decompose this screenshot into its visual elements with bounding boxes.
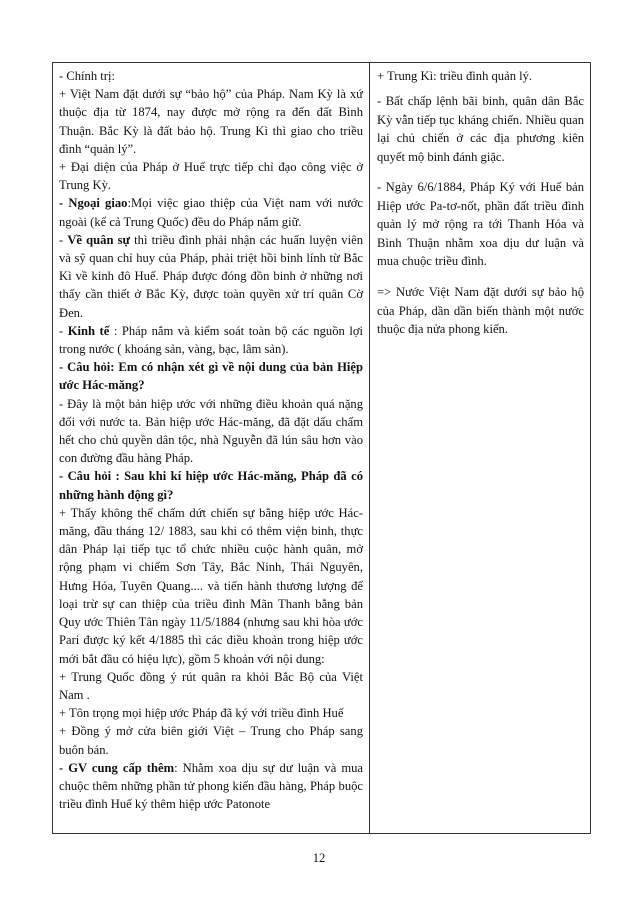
right-paragraph-3: - Ngày 6/6/1884, Pháp Ký với Huế bản Hiệp ước Pa-tơ-nốt, phần đất triều đình quản lý mở rộng ra tới Thanh Hóa và Bình Thuận nhằm xoa dịu dư luận và mua chuộc triều đình. (377, 180, 584, 269)
right-paragraph-1: + Trung Kì: triều đình quản lý. (377, 69, 533, 83)
page-number: 12 (312, 851, 326, 865)
answer-2: + Thấy không thể chấm dứt chiến sự bằng hiệp ước Hác-măng, đầu tháng 12/ 1883, sau khi có thêm viện binh, thực dân Pháp lại tiếp tục tổ chức nhiều cuộc hành quân, mở rộng phạm vi chiếm Sơn Tây, Bắc Ninh, Thái Nguyên, Hưng Hóa, Tuyên Quang.... và tiến hành thương lượng để loại trừ sự can thiệp của triều đình Mãn Thanh bằng bản Quy ước Thiên Tân ngày 11/5/1884 (nhưng sau khi hòa ước Pari được ký kết 4/1885 thì các điều khoản trong hiệp ước mới bắt đầu có hiệu lực), gồm 5 khoản với nội dung: (59, 505, 363, 666)
treaty-term-2: + Tôn trọng mọi hiệp ước Pháp đã ký với triều đình Huế (59, 706, 344, 721)
diplomacy-label: - Ngoại giao (59, 196, 128, 211)
military-text: thì triều đình phải nhận các huấn luyện viên và sỹ quan chỉ huy của Pháp, phải triệt hồi binh lính từ Bắc Kì về kinh đô Huế. Pháp được đóng đồn binh ở những nơi thấy cần thiết ở Bắc Kỳ, được toàn quyền xử trí quân Cờ Đen. (59, 232, 363, 320)
military-paragraph (59, 231, 363, 322)
economy-text: : Pháp nắm và kiểm soát toàn bộ các nguồn lợi trong nước ( khoáng sản, vàng, bạc, lâm sản). (59, 323, 363, 357)
question-1-text: - Câu hỏi: Em có nhận xét gì về nội dung của bản Hiệp ước Hác-măng? (59, 360, 363, 393)
politics-point-1: + Việt Nam đặt dưới sự “bảo hộ” của Pháp. Nam Kỳ là xứ thuộc địa từ 1874, nay được mở rộng ra đến đất Bình Thuận. Bắc Kỳ là đất bảo hộ. Trung Kì thì giao cho triều đình “quản lý”. (59, 87, 363, 156)
military-label: Về quân sự (67, 232, 131, 247)
question-1 (59, 358, 363, 394)
military-prefix: - (59, 232, 68, 247)
left-column (53, 63, 370, 833)
treaty-term-1: + Trung Quốc đồng ý rút quân ra khỏi Bắc Bộ của Việt Nam . (59, 669, 363, 702)
lesson-table (52, 62, 591, 834)
teacher-note-label: - GV cung cấp thêm (59, 760, 175, 775)
diplomacy-paragraph (59, 194, 363, 230)
politics-point-2: + Đại diện của Pháp ở Huế trực tiếp chỉ đạo công việc ở Trung Kỳ. (59, 160, 363, 193)
treaty-term-3: + Đồng ý mở cửa biên giới Việt – Trung cho Pháp sang buôn bán. (59, 724, 363, 757)
teacher-note-text: : Nhằm xoa dịu sự dư luận và mua chuộc thêm những phần tử phong kiến đầu hàng, Pháp buộc triều đình Huế ký thêm hiệp ước Patonote (59, 760, 363, 812)
answer-1: - Đây là một bản hiệp ước với những điều khoản quá nặng đối với nước ta. Bản hiệp ước Hác-măng, đã đặt dấu chấm hết cho chủ quyền dân tộc, nhà Nguyễn đã lún sâu hơn vào con đường đầu hàng Pháp. (59, 396, 363, 466)
right-column (370, 63, 590, 833)
right-paragraph-4: => Nước Việt Nam đặt dưới sự bảo hộ của Pháp, dần dần biến thành một nước thuộc địa nửa phong kiến. (377, 285, 584, 337)
economy-prefix: - (59, 323, 68, 338)
politics-heading: - Chính trị: (59, 69, 115, 83)
right-paragraph-2: - Bất chấp lệnh bãi binh, quân dân Bắc Kỳ vẫn tiếp tục kháng chiến. Nhiều quan lại chủ chiến ở các địa phương kiên quyết mộ binh đánh giặc. (377, 94, 584, 164)
question-2 (59, 467, 363, 503)
diplomacy-text: :Mọi việc giao thiệp của Việt nam với nước ngoài (kể cả Trung Quốc) đều do Pháp nắm giữ. (59, 196, 363, 229)
economy-paragraph (59, 322, 363, 358)
teacher-note (59, 759, 363, 814)
question-2-text: - Câu hỏi : Sau khi kí hiệp ước Hác-măng, Pháp đã có những hành động gì? (59, 469, 363, 502)
economy-label: Kinh tế (67, 323, 110, 338)
